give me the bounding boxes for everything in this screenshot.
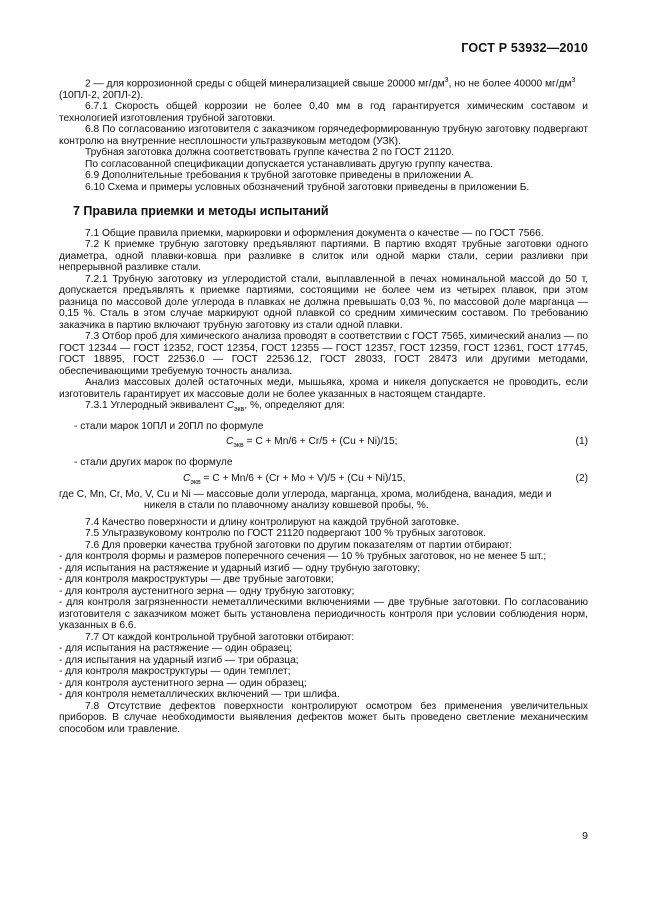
list-item: - для контроля макроструктуры — две трубные заготовки; bbox=[59, 574, 334, 586]
list-item: - для испытания на растяжение и ударный изгиб — одну трубную заготовку; bbox=[59, 562, 421, 574]
paragraph-7-3: 7.3 Отбор проб для химического анализа проводят в соответствии с ГОСТ 7565, химический анализ — по ГОСТ 12344 — ГОСТ 12352, ГОСТ 12354, ГОСТ 12355 — ГОСТ 12357, ГОСТ 12359, ГОСТ 12361, ГОСТ 17745, ГОСТ 18895, ГОСТ 22536.0 — ГОСТ 22536.12, ГОСТ 28033, ГОСТ 28473 или другими методами, обеспечивающими требуемую точность анализа. bbox=[59, 331, 588, 377]
paragraph-residual-analysis: Анализ массовых долей остаточных меди, мышьяка, хрома и никеля допускается не проводить, если изготовитель гарантирует их массовые доли не более указанных в настоящем стандарте. bbox=[59, 377, 588, 400]
list-item: - для испытания на ударный изгиб — три образца; bbox=[59, 654, 299, 666]
paragraph-7-3-1: 7.3.1 Углеродный эквивалент $С_{экв}$, %, определяют для: bbox=[85, 400, 345, 414]
document-header: ГОСТ Р 53932—2010 bbox=[461, 41, 588, 55]
paragraph-7-8: 7.8 Отсутствие дефектов поверхности контролируют осмотром без применения увеличительных приборов. В случае необходимости выявления дефектов может быть проведено светление механическим способом или травление. bbox=[59, 700, 588, 735]
list-item: - для контроля загрязненности неметаллическими включениями — две трубные заготовки. По согласованию изготовителя с заказчиком может быть установлена периодичность контроля при условии соблюдения норм, указанных в 6.6. bbox=[59, 597, 588, 632]
list-item: - для контроля аустенитного зерна — один образец; bbox=[59, 677, 307, 689]
page-number: 9 bbox=[582, 830, 588, 842]
list-item: - для контроля неметаллических включений — три шлифа. bbox=[59, 689, 340, 701]
paragraph-6-7-item-2-cont: (10ПЛ-2, 20ПЛ-2). bbox=[59, 89, 144, 101]
paragraph-quality-group: Трубная заготовка должна соответствовать группе качества 2 по ГОСТ 21120. bbox=[85, 147, 455, 159]
paragraph-7-2: 7.2 К приемке трубную заготовку предъявляют партиями. В партию входят трубные заготовки одного диаметра, одной плавки-ковша при разливке в слиток или одной марки стали, серии разливки при непрерывной разливке стали. bbox=[59, 239, 588, 274]
paragraph-6-8: 6.8 По согласованию изготовителя с заказчиком горячедеформированную трубную заготовку подвергают контролю на внутренние несплошности ультразвуковым методом (УЗК). bbox=[59, 124, 588, 147]
paragraph-6-7-item-2: 2 — для коррозионной среды с общей минерализацией свыше 20000 $мг/дм^3$, но не более 40000 $мг/дм^3$ bbox=[85, 77, 576, 90]
list-item: - для контроля макроструктуры — один темплет; bbox=[59, 666, 291, 678]
paragraph-spec: По согласованной спецификации допускается устанавливать другую группу качества. bbox=[85, 158, 493, 170]
document-body bbox=[59, 75, 588, 735]
paragraph-7-5: 7.5 Ультразвуковому контролю по ГОСТ 21120 подвергают 100 % трубных заготовок. bbox=[85, 528, 486, 540]
paragraph-7-1: 7.1 Общие правила приемки, маркировки и оформления документа о качестве — по ГОСТ 7566. bbox=[85, 227, 544, 239]
paragraph-7-2-1: 7.2.1 Трубную заготовку из углеродистой стали, выплавленной в печах номинальной массой до 50 т, допускается предъявлять к приемке партиями, состоящими не более чем из четырех плавок, при этом разница по массовой доле углерода в плавках не должна превышать 0,03 %, по массовой доле марганца — 0,15 %. Сталь в этом случае маркируют одной плавкой со средним химическим составом. По требованию заказчика в партию включают трубную заготовку из стали одной плавки. bbox=[59, 273, 588, 331]
formula-2-number: (2) bbox=[575, 472, 588, 484]
list-item: - для контроля формы и размеров поперечного сечения — 10 % трубных заготовок, но не менее 5 шт.; bbox=[59, 551, 547, 563]
paragraph-7-7: 7.7 От каждой контрольной трубной заготовки отбирают: bbox=[85, 631, 355, 643]
steels-other: - стали других марок по формуле bbox=[74, 457, 233, 469]
list-item: - для испытания на растяжение — один образец; bbox=[59, 643, 293, 655]
formula-legend-cont: никеля в стали по плавочному анализу ковшевой пробы, %. bbox=[144, 500, 429, 512]
formula-1: $С_{экв} = C + Mn/6 + Cr/5 + (Cu + Ni)/15$; (1) bbox=[226, 436, 588, 450]
paragraph-6-9: 6.9 Дополнительные требования к трубной заготовке приведены в приложении А. bbox=[85, 170, 474, 182]
formula-2: $С_{экв} = C + Mn/6 + (Cr + Mo + V)/5 + (Cu + Ni)/15$, (2) bbox=[183, 472, 588, 486]
steels-10pl-20pl: - стали марок 10ПЛ и 20ПЛ по формуле bbox=[74, 420, 264, 432]
formula-legend: где C, Mn, Cr, Mo, V, Cu и Ni — массовые доли углерода, марганца, хрома, молибдена, ванадия, меди и bbox=[59, 488, 552, 500]
paragraph-6-7-1: 6.7.1 Скорость общей коррозии не более 0,40 мм в год гарантируется химическим составом и технологией изготовления трубной заготовки. bbox=[59, 101, 588, 124]
paragraph-7-4: 7.4 Качество поверхности и длину контролируют на каждой трубной заготовке. bbox=[85, 516, 460, 528]
formula-1-number: (1) bbox=[575, 436, 588, 448]
paragraph-6-10: 6.10 Схема и примеры условных обозначений трубной заготовки приведены в приложении Б. bbox=[85, 181, 530, 193]
paragraph-7-6: 7.6 Для проверки качества трубной заготовки по другим показателям от партии отбирают: bbox=[85, 539, 513, 551]
section-7-heading: 7 Правила приемки и методы испытаний bbox=[73, 204, 329, 219]
list-item: - для контроля аустенитного зерна — одну трубную заготовку; bbox=[59, 585, 355, 597]
